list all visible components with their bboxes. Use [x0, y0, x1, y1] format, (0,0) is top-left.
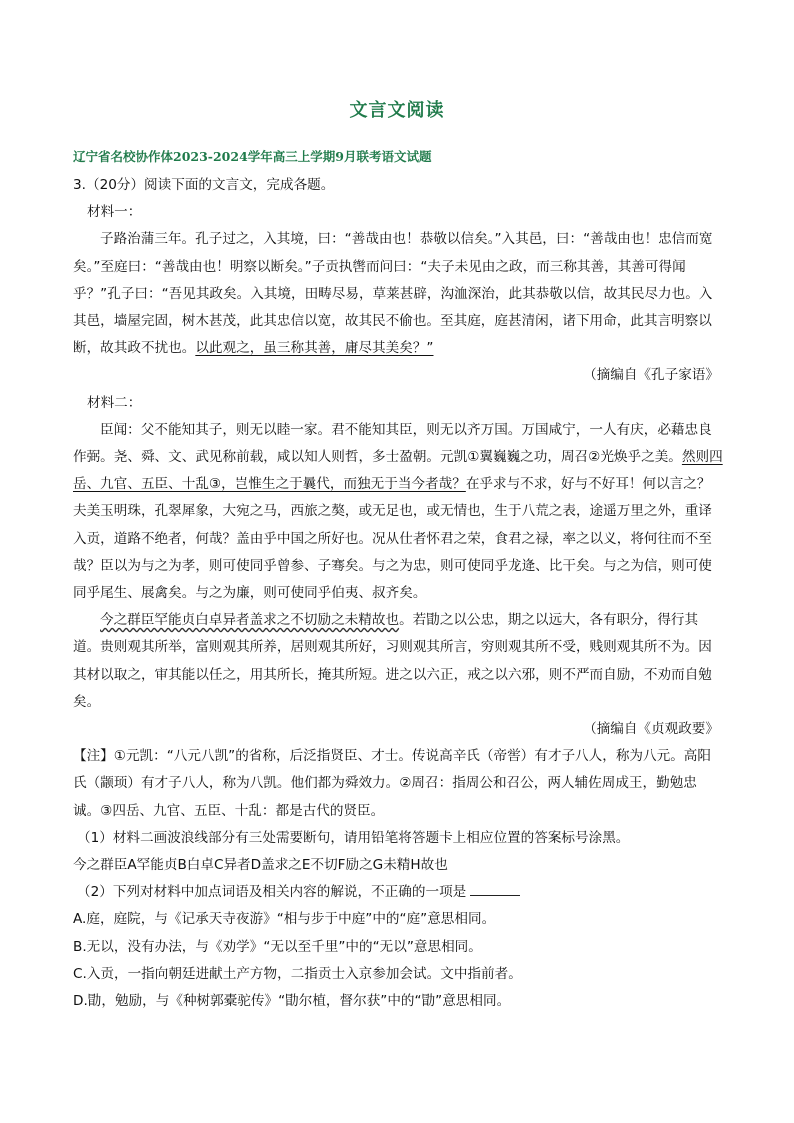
material2-paragraph-2: [73, 607, 723, 716]
material2-underlined-text: 然则四岳、九官、五臣、十乱③，岂惟生之于曩代，而独无于当今者哉？: [73, 449, 723, 493]
choice-b: B.无以，没有办法，与《劝学》“无以至千里”中的“无以”意思相同。: [73, 938, 482, 955]
material1-text: 子路治蒲三年。孔子过之，入其境，曰：“善哉由也！恭敬以信矣。”入其邑，曰：“善哉由也！忠信而宽矣。”至庭曰：“善哉由也！明察以断矣。”子贡执辔而问曰：“夫子未见由之政，而三称其善，其善可得闻乎？”孔子曰：“吾见其政矣。入其境，田畴尽易，草莱甚辟，沟洫深治，此其恭敬以信，故其民尽力也。入其邑，墙屋完固，树木甚茂，此其忠信以宽，故其民不偷也。至其庭，庭甚清闲，诸下用命，此其言明察以断，故其政不扰也。: [73, 231, 713, 357]
material1-citation: （摘编自《孔子家语》: [583, 367, 719, 384]
material2-label: 材料二：: [87, 394, 142, 411]
choice-a: A.庭，庭院，与《记承天寺夜游》“相与步于中庭”中的“庭”意思相同。: [73, 911, 496, 928]
question-1-prompt: （1）材料二画波浪线部分有三处需要断句，请用铅笔将答题卡上相应位置的答案标号涂黑。: [77, 829, 630, 846]
question-header: 3.（20分）阅读下面的文言文，完成各题。: [73, 177, 335, 193]
material2-text-c: 。若勖之以公忠，期之以远大，各有职分，得行其道。贵则观其所举，富则观其所养，居则观其所好，习则观其所言，穷则观其所不受，贱则观其所不为。因其材以取之，审其能以任之，用其所长，掩其所短。进之以六正，戒之以六邪，则不严而自励，不劝而自勉矣。: [73, 612, 712, 710]
material2-citation: （摘编自《贞观政要》: [583, 721, 719, 738]
choice-d: D.勖，勉励，与《种树郭橐驼传》“勖尔植，督尔获”中的“勖”意思相同。: [73, 993, 511, 1010]
page-title: 文言文阅读: [349, 100, 445, 121]
document-body: [73, 172, 723, 1015]
question-2-prompt: [73, 879, 723, 906]
choice-c: C.入贡，一指向朝廷进献土产方物，二指贡士入京参加会试。文中指前者。: [73, 965, 522, 982]
notes: 【注】①元凯：“八元八凯”的省称，后泛指贤臣、才士。传说高辛氏（帝喾）有才子八人，称为八元。高阳氏（颛顼）有才子八人，称为八凯。他们都为舜效力。②周召：指周公和召公，两人辅佐周成王，勤勉忠诚。③四岳、九官、五臣、十乱：都是古代的贤臣。: [73, 748, 711, 819]
question-2-text: （2）下列对材料中加点词语及相关内容的解说，不正确的一项是: [77, 884, 467, 901]
material2-text-b: 在乎求与不求，好与不好耳！何以言之？夫美玉明珠，孔翠犀象，大宛之马，西旅之獒，或无足也，或无情也，生于八荒之表，途遥万里之外，重译入贡，道路不绝者，何哉？盖由乎中国之所好也。况从仕者怀君之荣，食君之禄，率之以义，将何往而不至哉？臣以为与之为孝，则可使同乎曾参、子骞矣。与之为忠，则可使同乎龙逄、比干矣。与之为信，则可使同乎尾生、展禽矣。与之为廉，则可使同乎伯夷、叔齐矣。: [73, 476, 712, 602]
answer-blank[interactable]: [470, 881, 520, 896]
material2-text-a: 臣闻：父不能知其子，则无以睦一家。君不能知其臣，则无以齐万国。万国咸宁，一人有庆，必藉忠良作弼。尧、舜、文、武见称前载，咸以知人则哲，多士盈朝。元凯①翼巍巍之功，周召②光焕乎之美。: [73, 421, 712, 466]
exam-source: 辽宁省名校协作体2023-2024学年高三上学期9月联考语文试题: [73, 149, 432, 164]
material1-underlined-text: 以此观之，虽三称其善，庸尽其美矣？”: [195, 340, 434, 357]
material1-paragraph: [73, 226, 723, 362]
question-1-options: 今之群臣A罕能贞B白卓C异者D盖求之E不切F励之G未精H故也: [73, 857, 448, 874]
material2-wavy-text: 今之群臣罕能贞白卓异者盖求之不切励之未精故也: [100, 612, 400, 629]
material2-paragraph-1: [73, 417, 723, 607]
material1-label: 材料一：: [87, 204, 142, 221]
